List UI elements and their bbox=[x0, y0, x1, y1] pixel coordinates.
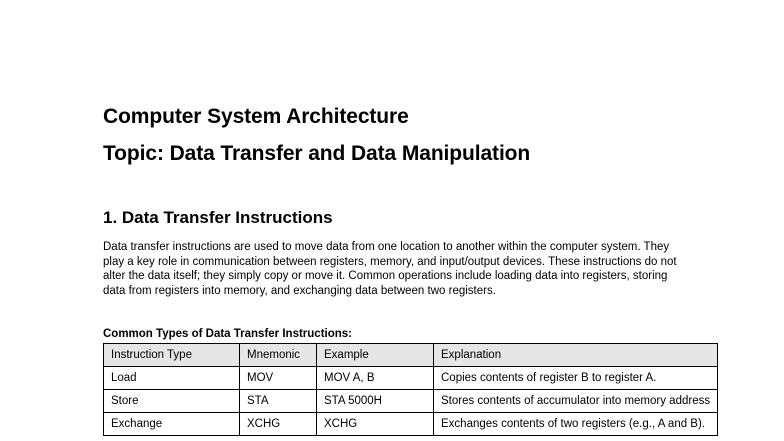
cell-instruction-type: Load bbox=[104, 367, 240, 390]
section-heading: 1. Data Transfer Instructions bbox=[103, 208, 333, 227]
header-instruction-type: Instruction Type bbox=[104, 344, 240, 367]
cell-explanation: Exchanges contents of two registers (e.g., A and B). bbox=[434, 413, 718, 436]
cell-explanation: Copies contents of register B to register A. bbox=[434, 367, 718, 390]
cell-instruction-type: Exchange bbox=[104, 413, 240, 436]
section-paragraph: Data transfer instructions are used to move data from one location to another within the computer system. They play a key role in communication between registers, memory, and input/output devices. These instructions do not alter the data itself; they simply copy or move it. Common operations include loading data into registers, storing data from registers into memory, and exchanging data between two registers. bbox=[103, 241, 677, 297]
table-row bbox=[104, 413, 718, 436]
cell-example: MOV A, B bbox=[317, 367, 434, 390]
cell-explanation: Stores contents of accumulator into memory address bbox=[434, 390, 718, 413]
header-explanation: Explanation bbox=[434, 344, 718, 367]
header-example: Example bbox=[317, 344, 434, 367]
cell-example: STA 5000H bbox=[317, 390, 434, 413]
document-topic: Topic: Data Transfer and Data Manipulation bbox=[103, 142, 531, 165]
table-header-row bbox=[104, 344, 718, 367]
table-row bbox=[104, 367, 718, 390]
cell-example: XCHG bbox=[317, 413, 434, 436]
table-row bbox=[104, 390, 718, 413]
cell-mnemonic: MOV bbox=[240, 367, 317, 390]
header-mnemonic: Mnemonic bbox=[240, 344, 317, 367]
cell-mnemonic: STA bbox=[240, 390, 317, 413]
instruction-types-table bbox=[103, 343, 718, 436]
cell-mnemonic: XCHG bbox=[240, 413, 317, 436]
document-title: Computer System Architecture bbox=[103, 105, 409, 128]
cell-instruction-type: Store bbox=[104, 390, 240, 413]
table-caption: Common Types of Data Transfer Instructions: bbox=[103, 328, 352, 340]
